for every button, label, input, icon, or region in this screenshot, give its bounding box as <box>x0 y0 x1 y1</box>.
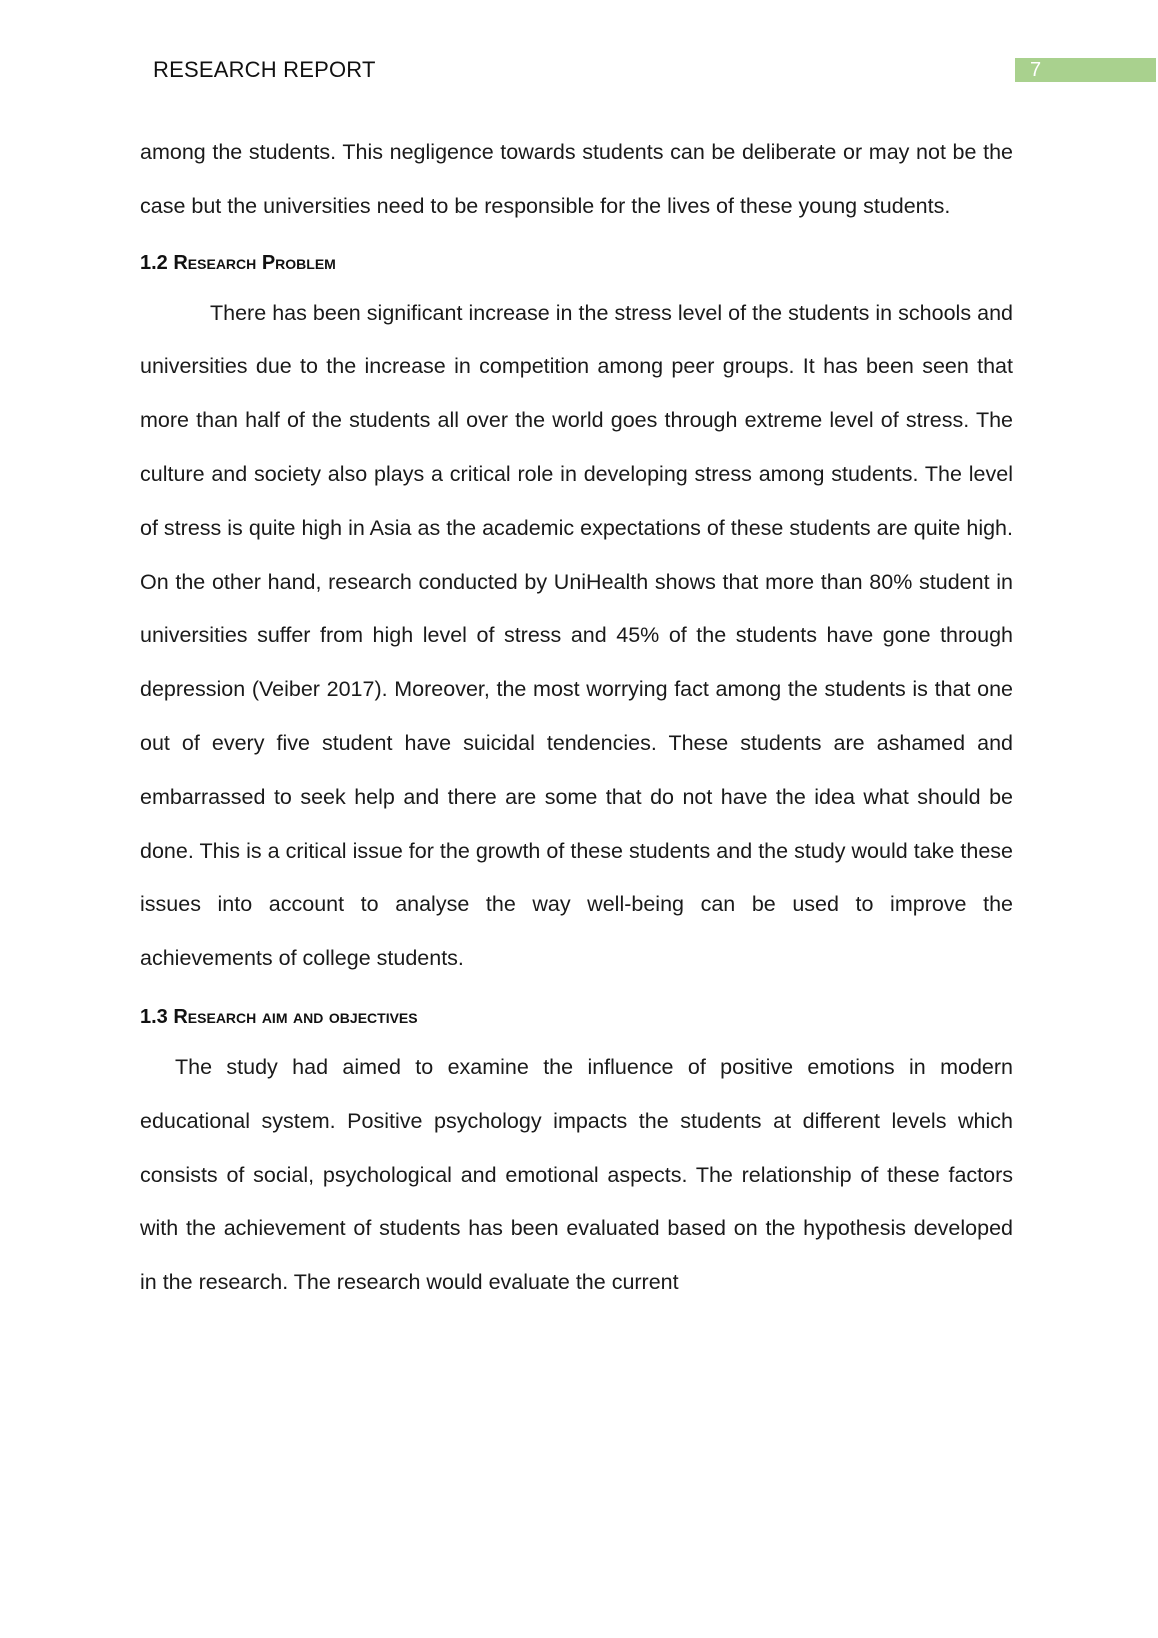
section-heading-research-problem: 1.2 Research Problem <box>140 251 336 274</box>
running-header-title: RESEARCH REPORT <box>153 57 376 82</box>
aim-objectives-paragraph: The study had aimed to examine the influence of positive emotions in modern educational system. Positive psychology impacts the students at different levels which consists of social, psychological and emotional aspects. The relationship of these factors with the achievement of students has been evaluated based on the hypothesis developed in the research. The research would evaluate the current <box>140 1054 1013 1295</box>
document-body <box>140 126 1013 1310</box>
research-problem-paragraph: There has been significant increase in the stress level of the students in schools and universities due to the increase in competition among peer groups. It has been seen that more than half of the students all over the world goes through extreme level of stress. The culture and society also plays a critical role in developing stress among students. The level of stress is quite high in Asia as the academic expectations of these students are quite high. On the other hand, research conducted by UniHealth shows that more than 80% student in universities suffer from high level of stress and 45% of the students have gone through depression (Veiber 2017). Moreover, the most worrying fact among the students is that one out of every five student have suicidal tendencies. These students are ashamed and embarrassed to seek help and there are some that do not have the idea what should be done. This is a critical issue for the growth of these students and the study would take these issues into account to analyse the way well-being can be used to improve the achievements of college students. <box>140 300 1013 971</box>
page-number-badge: 7 <box>1015 58 1156 82</box>
section-heading-aim-objectives: 1.3 Research aim and objectives <box>140 1005 418 1028</box>
intro-paragraph: among the students. This negligence towards students can be deliberate or may not be the case but the universities need to be responsible for the lives of these young students. <box>140 140 1013 218</box>
